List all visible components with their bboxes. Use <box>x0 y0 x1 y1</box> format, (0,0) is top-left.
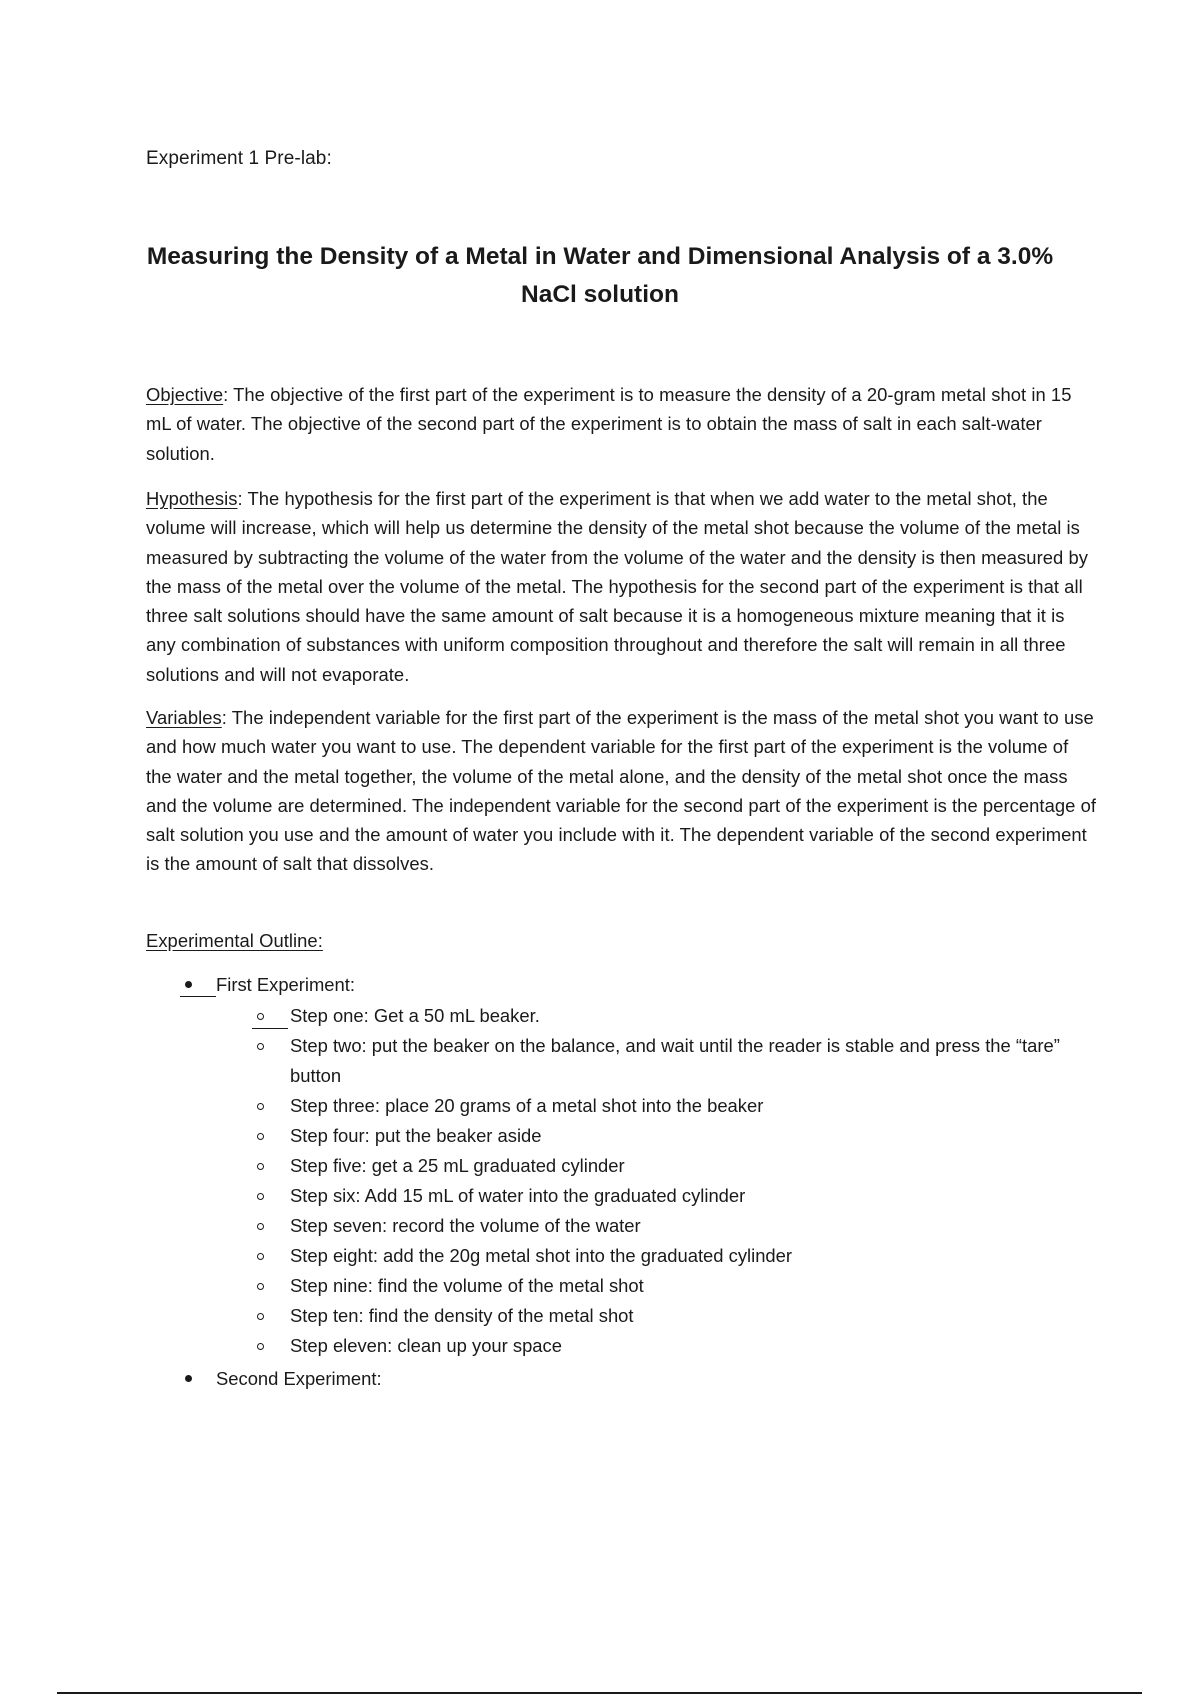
second-experiment-label: Second Experiment: <box>216 1368 382 1389</box>
step-item <box>252 1181 1082 1211</box>
circle-bullet-icon <box>257 1163 264 1170</box>
page-bottom-rule <box>57 1692 1142 1694</box>
step-item <box>252 1241 1082 1271</box>
circle-bullet-icon <box>257 1133 264 1140</box>
step-text: Step five: get a 25 mL graduated cylinder <box>290 1155 625 1176</box>
step-item <box>252 1211 1082 1241</box>
circle-bullet-icon <box>257 1013 264 1020</box>
step-item <box>252 1091 1082 1121</box>
title-line-1: Measuring the Density of a Metal in Water and Dimensional Analysis of a 3.0% <box>146 243 1054 270</box>
step-text: Step one: Get a 50 mL beaker. <box>290 1005 540 1026</box>
step-text: Step seven: record the volume of the water <box>290 1215 641 1236</box>
first-experiment-item <box>180 970 355 999</box>
second-experiment-item <box>180 1364 382 1393</box>
prelab-label: Experiment 1 Pre-lab: <box>146 148 332 169</box>
document-title <box>120 238 1080 314</box>
step-text: Step nine: find the volume of the metal shot <box>290 1275 644 1296</box>
bullet-icon <box>185 981 192 988</box>
step-text: Step eight: add the 20g metal shot into the graduated cylinder <box>290 1245 792 1266</box>
step-text: Step ten: find the density of the metal shot <box>290 1305 634 1326</box>
circle-bullet-icon <box>257 1283 264 1290</box>
step-text: Step eleven: clean up your space <box>290 1335 562 1356</box>
bullet-icon <box>185 1375 192 1382</box>
objective-label: Objective <box>146 384 224 405</box>
outline-heading-text: Experimental Outline: <box>146 930 323 951</box>
circle-bullet-icon <box>257 1193 264 1200</box>
bullet-leader-line <box>180 996 216 997</box>
objective-text: : The objective of the first part of the experiment is to measure the density of a 20-gram metal shot in 15 mL of water. The objective of the second part of the experiment is to obtain the mass of salt in each salt-water solution. <box>146 384 1072 464</box>
title-line-2: NaCl solution <box>521 281 679 308</box>
step-item <box>252 1001 1082 1031</box>
step-leader-line <box>252 1028 288 1029</box>
hypothesis-label: Hypothesis <box>146 488 238 509</box>
objective-paragraph <box>146 380 1096 468</box>
outline-heading <box>146 926 1096 955</box>
step-item <box>252 1331 1082 1361</box>
step-text: Step four: put the beaker aside <box>290 1125 542 1146</box>
step-item <box>252 1121 1082 1151</box>
step-text: Step six: Add 15 mL of water into the graduated cylinder <box>290 1185 746 1206</box>
step-text: Step two: put the beaker on the balance, and wait until the reader is stable and press the “tare” button <box>290 1035 1060 1086</box>
circle-bullet-icon <box>257 1313 264 1320</box>
circle-bullet-icon <box>257 1253 264 1260</box>
step-text: Step three: place 20 grams of a metal shot into the beaker <box>290 1095 764 1116</box>
circle-bullet-icon <box>257 1103 264 1110</box>
hypothesis-paragraph <box>146 484 1096 689</box>
variables-paragraph <box>146 703 1096 879</box>
step-item <box>252 1271 1082 1301</box>
variables-text: : The independent variable for the first part of the experiment is the mass of the metal shot you want to use and how much water you want to use. The dependent variable for the first part of the experiment is the volume of the water and the metal together, the volume of the metal alone, and the density of the metal shot once the mass and the volume are determined. The independent variable for the second part of the experiment is the percentage of salt solution you use and the amount of water you include with it. The dependent variable of the second experiment is the amount of salt that dissolves. <box>146 707 1097 875</box>
step-item <box>252 1031 1082 1091</box>
circle-bullet-icon <box>257 1343 264 1350</box>
variables-label: Variables <box>146 707 222 728</box>
first-experiment-label: First Experiment: <box>216 974 355 995</box>
first-experiment-steps <box>252 1001 1082 1361</box>
circle-bullet-icon <box>257 1223 264 1230</box>
step-item <box>252 1301 1082 1331</box>
circle-bullet-icon <box>257 1043 264 1050</box>
step-item <box>252 1151 1082 1181</box>
hypothesis-text: : The hypothesis for the first part of the experiment is that when we add water to the metal shot, the volume will increase, which will help us determine the density of the metal shot because the volume of the metal is measured by subtracting the volume of the water from the volume of the water and the density is then measured by the mass of the metal over the volume of the metal. The hypothesis for the second part of the experiment is that all three salt solutions should have the same amount of salt because it is a homogeneous mixture meaning that it is any combination of substances with uniform composition throughout and therefore the salt will remain in all three solutions and will not evaporate. <box>146 488 1088 685</box>
